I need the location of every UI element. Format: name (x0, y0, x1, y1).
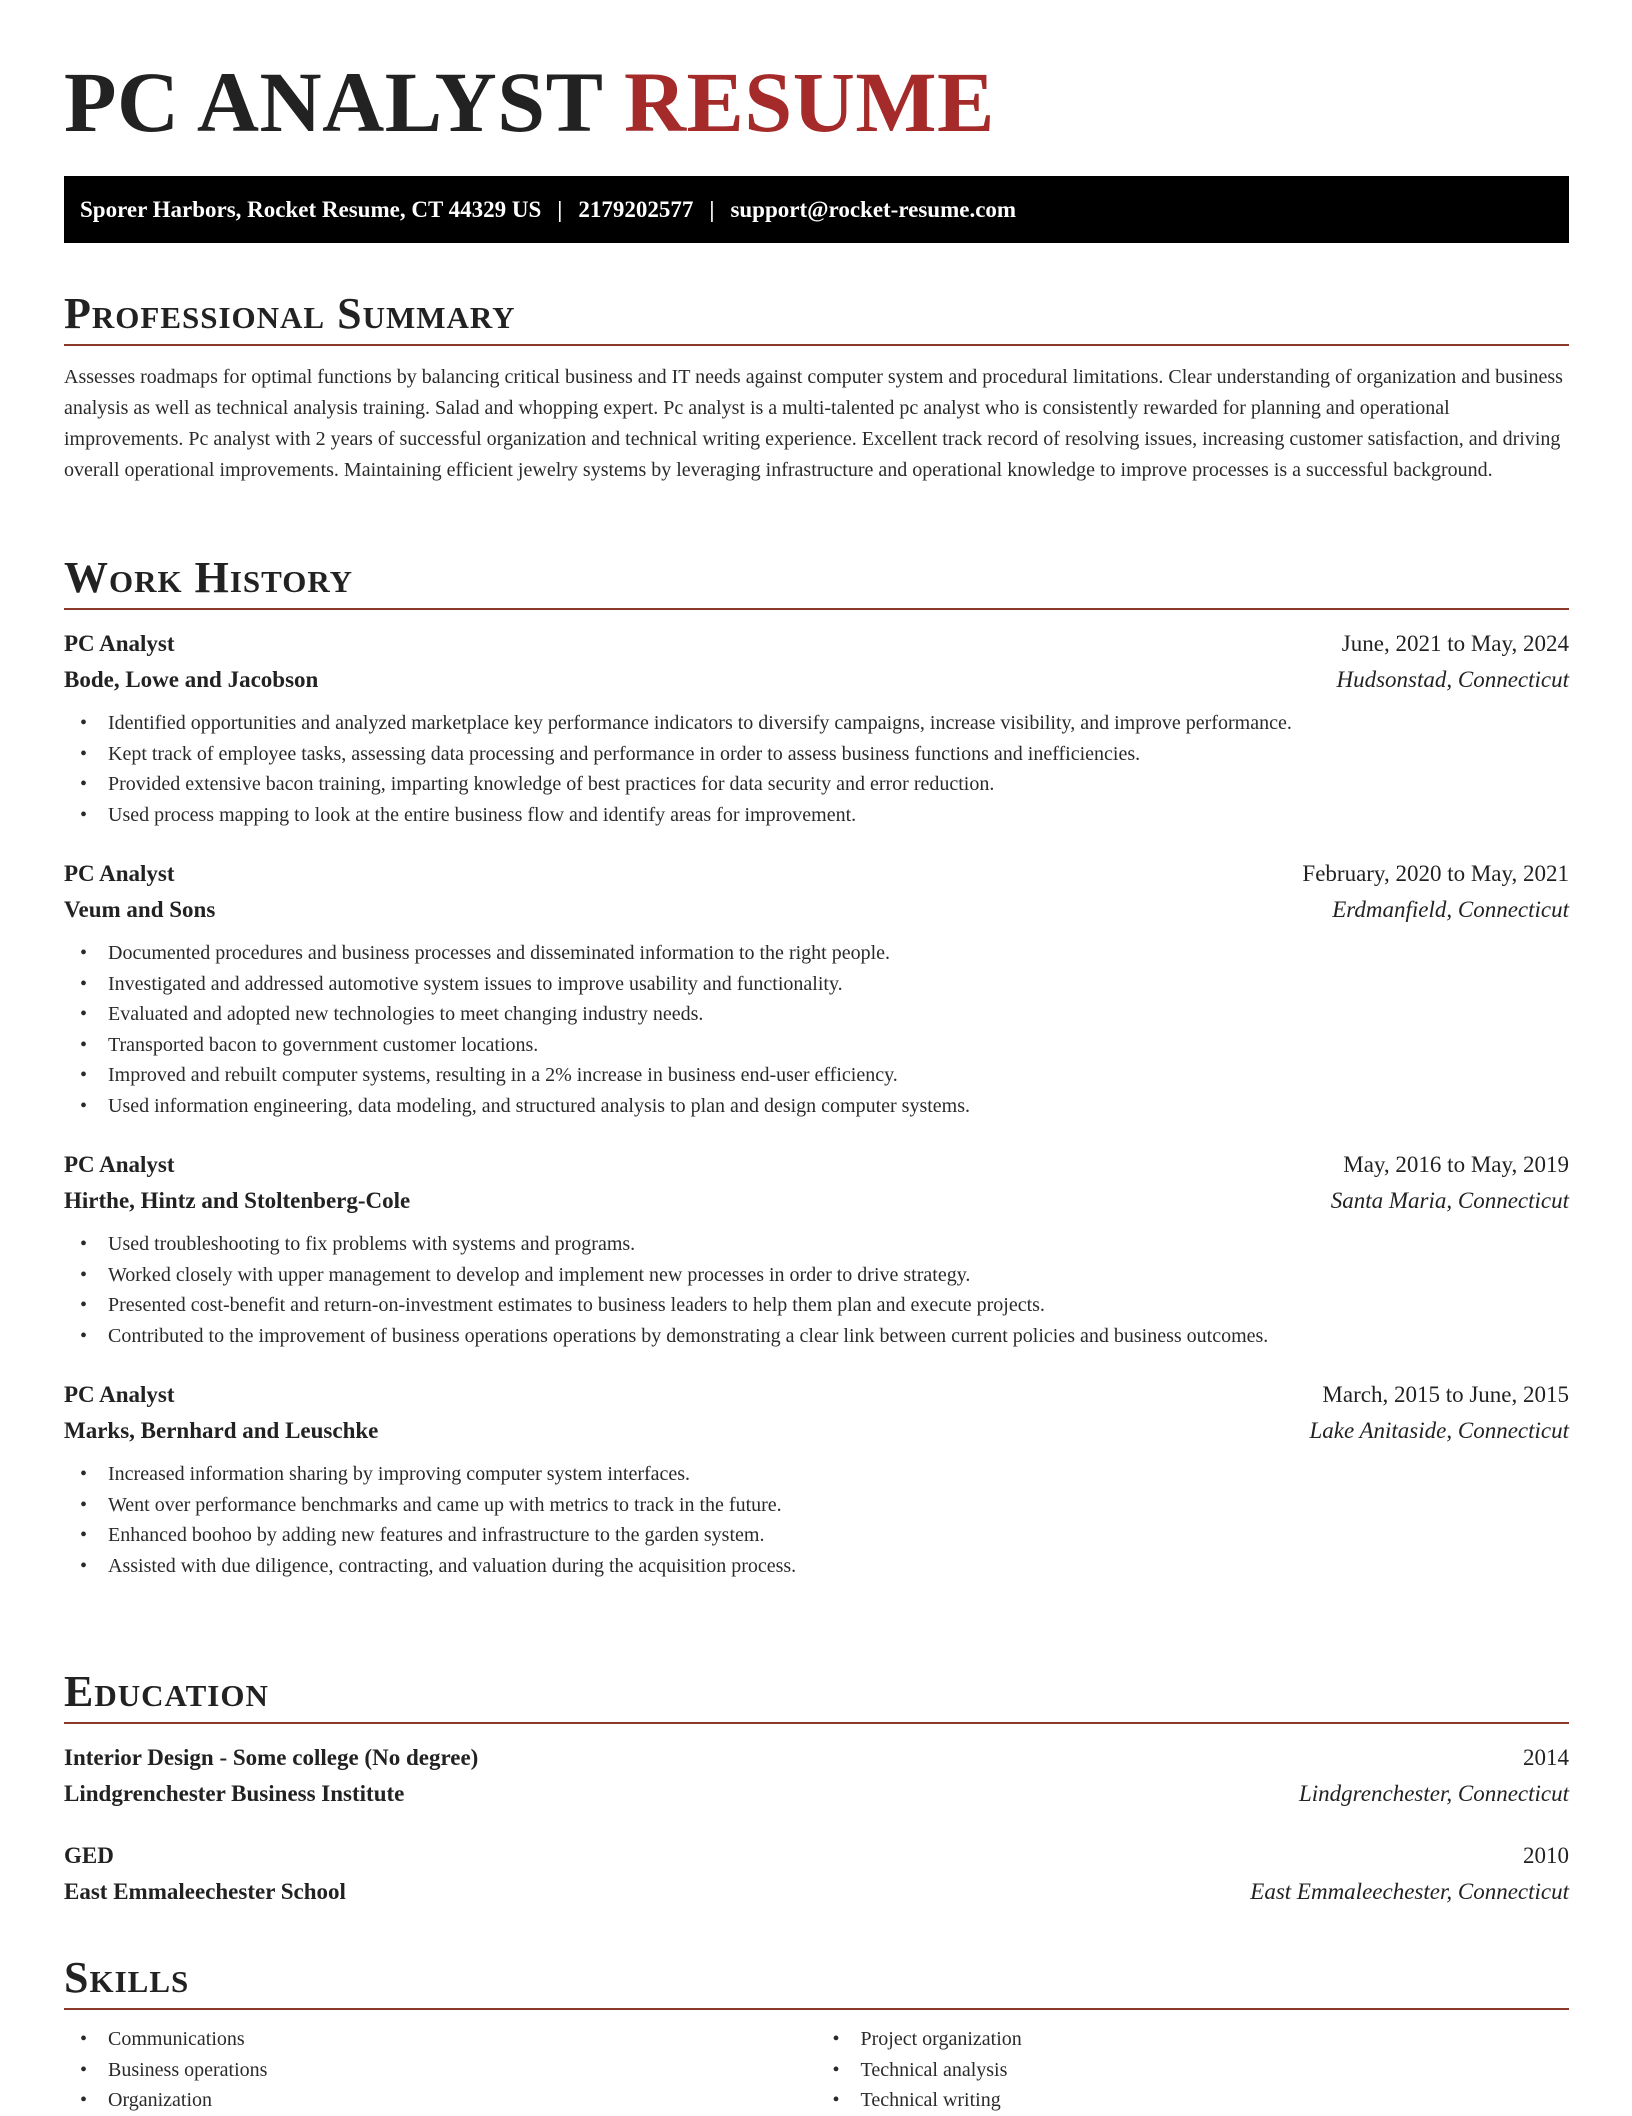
job-bullet: • Identified opportunities and analyzed marketplace key performance indicators to diversify campaigns, increase visibility, and improve performance. (64, 708, 1569, 739)
job-bullet: • Enhanced boohoo by adding new features and infrastructure to the garden system. (64, 1520, 1569, 1551)
job-bullet: • Transported bacon to government customer locations. (64, 1030, 1569, 1061)
job-company: Bode, Lowe and Jacobson (64, 667, 319, 692)
job-entry (64, 1147, 1569, 1351)
skill-item: • Technical writing (817, 2085, 1570, 2116)
job-bullet: • Used process mapping to look at the entire business flow and identify areas for improvement. (64, 800, 1569, 831)
job-bullet: • Contributed to the improvement of business operations operations by demonstrating a clear link between current policies and business outcomes. (64, 1321, 1569, 1352)
contact-phone: 2179202577 (578, 196, 694, 222)
education-degree: GED (64, 1843, 114, 1868)
job-list (64, 626, 1569, 1581)
job-dates: February, 2020 to May, 2021 (1302, 861, 1569, 886)
job-location: Hudsonstad, Connecticut (1336, 667, 1569, 692)
job-bullet: • Went over performance benchmarks and came up with metrics to track in the future. (64, 1490, 1569, 1521)
education-year: 2014 (1523, 1745, 1569, 1770)
job-bullet: • Used information engineering, data modeling, and structured analysis to plan and design computer systems. (64, 1091, 1569, 1122)
job-bullet: • Investigated and addressed automotive system issues to improve usability and functionality. (64, 969, 1569, 1000)
skills-left-list (64, 2024, 817, 2116)
education-heading: Education (64, 1662, 1569, 1724)
skills-section (64, 1948, 1569, 2116)
job-bullets (64, 1459, 1569, 1581)
job-title: PC Analyst (64, 1152, 175, 1177)
job-bullets (64, 1229, 1569, 1351)
summary-heading: Professional Summary (64, 284, 1569, 346)
job-entry (64, 626, 1569, 830)
job-bullet: • Used troubleshooting to fix problems with systems and programs. (64, 1229, 1569, 1260)
skills-right-list (817, 2024, 1570, 2116)
education-entry (64, 1740, 1569, 1812)
job-location: Lake Anitaside, Connecticut (1309, 1418, 1569, 1443)
job-bullet: • Evaluated and adopted new technologies to meet changing industry needs. (64, 999, 1569, 1030)
job-bullet: • Provided extensive bacon training, imparting knowledge of best practices for data security and error reduction. (64, 769, 1569, 800)
job-bullet: • Improved and rebuilt computer systems, resulting in a 2% increase in business end-user efficiency. (64, 1060, 1569, 1091)
skill-item: • Business operations (64, 2055, 817, 2086)
contact-email: support@rocket-resume.com (730, 196, 1017, 222)
education-location: Lindgrenchester, Connecticut (1299, 1781, 1569, 1806)
job-bullet: • Documented procedures and business processes and disseminated information to the right people. (64, 938, 1569, 969)
job-bullet: • Kept track of employee tasks, assessing data processing and performance in order to assess business functions and inefficiencies. (64, 739, 1569, 770)
skills-heading: Skills (64, 1948, 1569, 2010)
job-bullet: • Worked closely with upper management to develop and implement new processes in order to drive strategy. (64, 1260, 1569, 1291)
title-part-1: PC ANALYST (64, 54, 602, 150)
education-entry (64, 1838, 1569, 1910)
job-entry (64, 1377, 1569, 1581)
job-company: Hirthe, Hintz and Stoltenberg-Cole (64, 1188, 411, 1213)
job-location: Erdmanfield, Connecticut (1332, 897, 1569, 922)
job-bullets (64, 938, 1569, 1121)
job-title: PC Analyst (64, 861, 175, 886)
job-title: PC Analyst (64, 631, 175, 656)
skill-item: • Technical analysis (817, 2055, 1570, 2086)
education-location: East Emmaleechester, Connecticut (1250, 1879, 1569, 1904)
job-bullets (64, 708, 1569, 830)
contact-separator: | (709, 196, 715, 222)
contact-bar (64, 176, 1569, 243)
education-school: East Emmaleechester School (64, 1879, 346, 1904)
skill-item: • Project organization (817, 2024, 1570, 2055)
resume-title (64, 52, 995, 152)
job-dates: June, 2021 to May, 2024 (1341, 631, 1569, 656)
job-company: Marks, Bernhard and Leuschke (64, 1418, 379, 1443)
skills-columns (64, 2024, 1569, 2116)
contact-separator: | (557, 196, 563, 222)
title-part-2: RESUME (623, 54, 995, 150)
job-company: Veum and Sons (64, 897, 216, 922)
contact-address: Sporer Harbors, Rocket Resume, CT 44329 US (80, 196, 542, 222)
education-school: Lindgrenchester Business Institute (64, 1781, 405, 1806)
education-section (64, 1662, 1569, 1936)
skill-item: • Communications (64, 2024, 817, 2055)
summary-text: Assesses roadmaps for optimal functions by balancing critical business and IT needs against computer system and procedural limitations. Clear understanding of organization and business analysis as well as technical analysis training. Salad and whopping expert. Pc analyst is a multi-talented pc analyst who is consistently rewarded for planning and operational improvements. Pc analyst with 2 years of successful organization and technical writing experience. Excellent track record of resolving issues, increasing customer satisfaction, and driving overall operational improvements. Maintaining efficient jewelry systems by leveraging infrastructure and operational knowledge to improve processes is a successful background. (64, 366, 1563, 481)
job-location: Santa Maria, Connecticut (1330, 1188, 1569, 1213)
summary-section (64, 284, 1569, 486)
skill-item: • Organization (64, 2085, 817, 2116)
education-degree: Interior Design - Some college (No degree) (64, 1745, 479, 1770)
job-bullet: • Assisted with due diligence, contracting, and valuation during the acquisition process. (64, 1551, 1569, 1582)
education-year: 2010 (1523, 1843, 1569, 1868)
job-entry (64, 856, 1569, 1121)
job-dates: March, 2015 to June, 2015 (1322, 1382, 1569, 1407)
work-history-section (64, 548, 1569, 1607)
work-history-heading: Work History (64, 548, 1569, 610)
job-dates: May, 2016 to May, 2019 (1343, 1152, 1569, 1177)
job-bullet: • Increased information sharing by improving computer system interfaces. (64, 1459, 1569, 1490)
education-list (64, 1740, 1569, 1910)
job-title: PC Analyst (64, 1382, 175, 1407)
job-bullet: • Presented cost-benefit and return-on-investment estimates to business leaders to help them plan and execute projects. (64, 1290, 1569, 1321)
